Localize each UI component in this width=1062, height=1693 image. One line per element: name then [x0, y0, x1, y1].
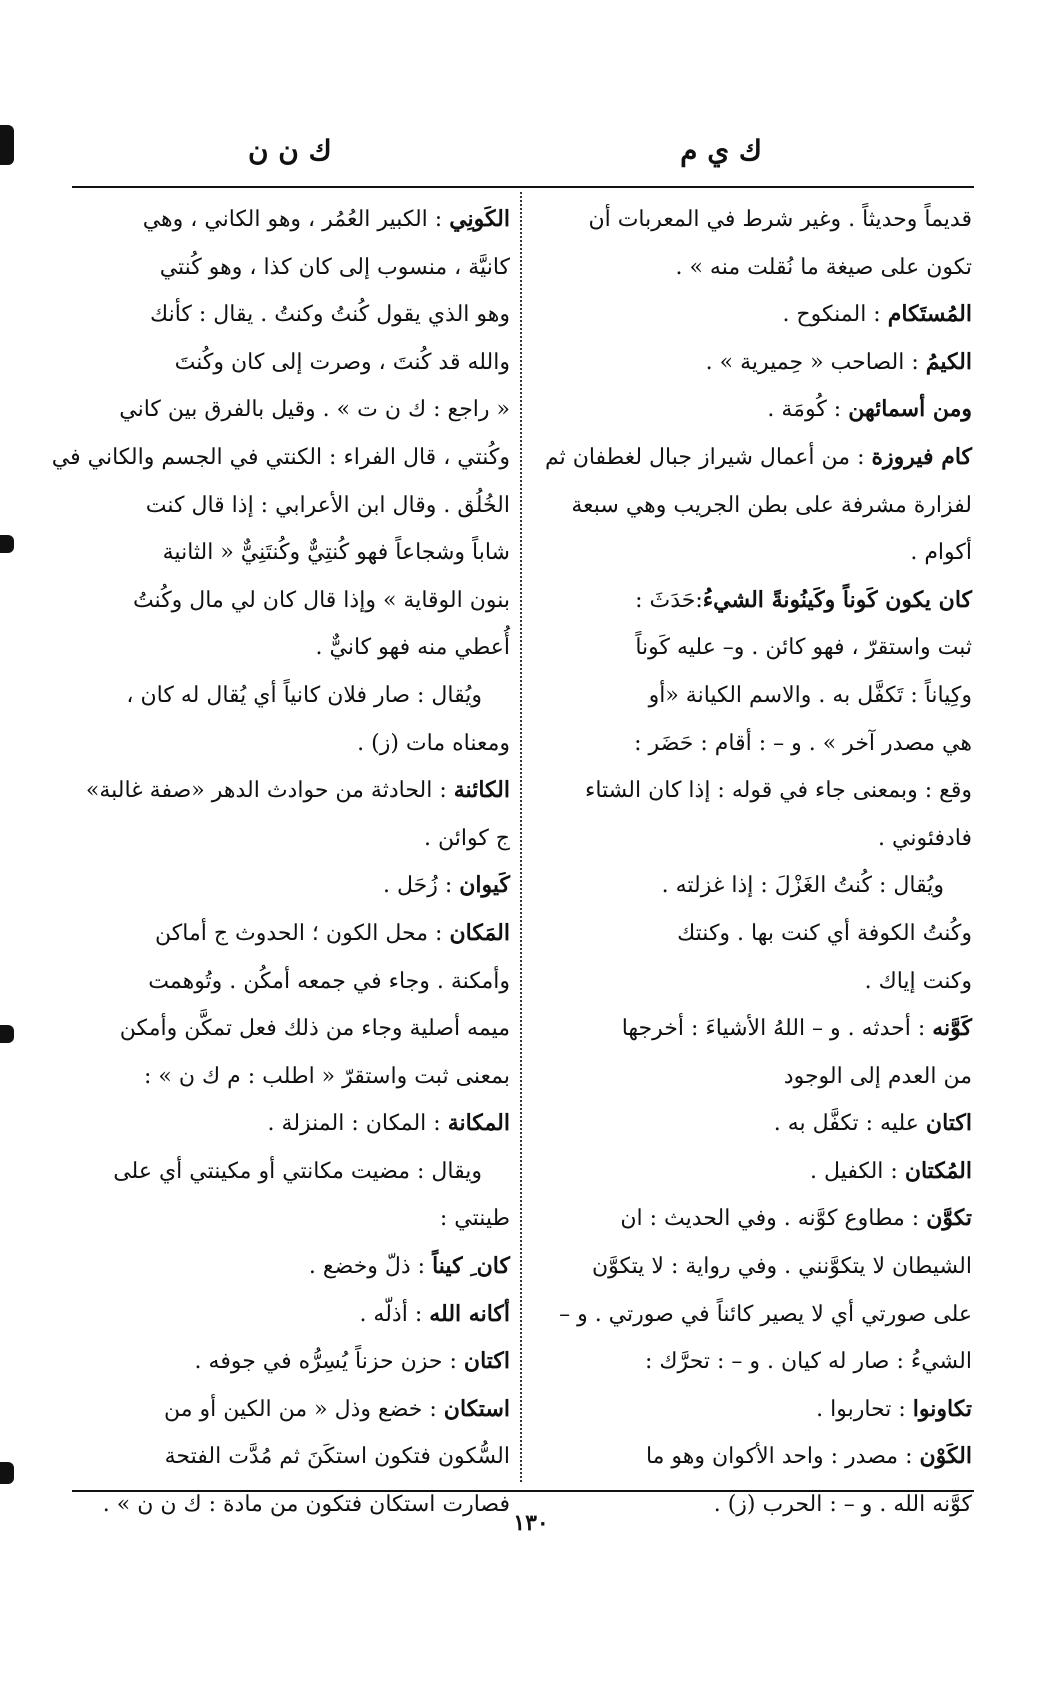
dictionary-entry-line [532, 577, 972, 625]
text-line: من العدم إلى الوجود [783, 1063, 972, 1089]
definition-text: : كُومَة . [767, 397, 849, 423]
scan-edge-mark [0, 535, 14, 553]
headword: كَيوان [459, 872, 510, 899]
scan-edge-mark [0, 1462, 14, 1484]
text-line: طينتي : [439, 1206, 510, 1232]
definition-text: : محل الكون ؛ الحدوث ج أماكن [155, 920, 450, 946]
dictionary-entry-line [532, 434, 972, 482]
headword: المُستَكام [887, 301, 972, 328]
headword: اكتان [925, 1110, 972, 1137]
dictionary-entry-line [532, 1005, 972, 1053]
text-line: ميمه أصلية وجاء من ذلك فعل تمكَّن وأمكن [119, 1016, 510, 1042]
scan-edge-mark [0, 1025, 14, 1043]
dictionary-entry-line [74, 1243, 510, 1291]
headword: المَكان [449, 919, 510, 946]
definition-text: : من أعمال شيراز جبال لغطفان ثم [544, 444, 872, 470]
text-line: ومعناه مات (ز) . [357, 730, 510, 756]
text-line: والله قد كُنتَ ، وصرت إلى كان وكُنتَ [174, 349, 510, 375]
headword: تكوَّن [926, 1205, 972, 1232]
dictionary-entry-line [532, 339, 972, 387]
right-text-column [532, 196, 972, 1518]
text-line: ثبت واستقرّ ، فهو كائن . و– عليه كَوناً [635, 635, 972, 661]
dictionary-entry-line [74, 1100, 510, 1148]
dictionary-entry-line [74, 862, 510, 910]
dictionary-entry-line [74, 196, 510, 244]
subentry-line: ويُقال : صار فلان كانياً أي يُقال له كان ، [126, 682, 482, 708]
column-divider [520, 192, 522, 1482]
dictionary-entry-line [74, 1291, 510, 1339]
text-line: قديماً وحديثاً . وغير شرط في المعربات أن [588, 207, 972, 232]
text-line: الشيءُ : صار له كيان . و – : تحرَّك : [645, 1349, 972, 1375]
text-line: فصارت استكان فتكون من مادة : ك ن ن » . [102, 1492, 510, 1518]
definition-text: : مصدر : واحد الأكوان وهو ما [645, 1444, 920, 1470]
text-line: كوَّنه الله . و – : الحرب (ز) . [713, 1492, 972, 1518]
definition-text: عليه : تكفَّل به . [773, 1111, 926, 1137]
headword: المكانة [447, 1110, 510, 1137]
headword: الكيمُ [925, 348, 972, 375]
dictionary-entry-line [532, 386, 972, 434]
text-line: لفزارة مشرفة على بطن الجريب وهي سبعة [571, 492, 972, 518]
text-line: وكِياناً : تَكفَّل به . والاسم الكيانة «أو [648, 682, 972, 708]
text-line: بمعنى ثبت واستقرّ « اطلب : م ك ن » : [144, 1063, 510, 1089]
top-rule [72, 186, 974, 188]
definition-text: : الكبير العُمُر ، وهو الكاني ، وهي [142, 207, 450, 232]
definition-text: : أذلّه . [359, 1301, 430, 1327]
headword: ومن أسمائهن [848, 396, 972, 423]
headword: اكتان [463, 1348, 510, 1375]
definition-text: : المنكوح . [782, 302, 888, 328]
definition-text: : المكان : المنزلة . [267, 1111, 448, 1137]
text-line: وكُنتي ، قال الفراء : الكنتي في الجسم والكاني في [51, 444, 510, 470]
headword: المُكتان [904, 1157, 972, 1184]
text-line: ج كوائن . [423, 825, 510, 851]
text-line: وكُنتُ الكوفة أي كنت بها . وكنتك [677, 920, 972, 946]
text-line: على صورتي أي لا يصير كائناً في صورتي . و – [559, 1301, 972, 1327]
text-line: أكوام . [910, 540, 972, 566]
dictionary-entry-line [532, 1195, 972, 1243]
dictionary-entry-line [532, 1148, 972, 1196]
definition-text: : ذلّ وخضع . [308, 1254, 433, 1280]
headword: كان ِ كيناً [432, 1253, 510, 1280]
running-head-right: ك ي م [680, 134, 762, 167]
dictionary-entry-line [74, 767, 510, 815]
headword: الكَوْن [919, 1443, 972, 1470]
definition-text: : الحادثة من حوادث الدهر «صفة غالبة» [85, 778, 454, 804]
text-line: وهو الذي يقول كُنتُ وكنتُ . يقال : كأنك [150, 302, 510, 328]
text-line: شاباً وشجاعاً فهو كُنتِيٌّ وكُنتَنِيٌّ « الثانية [162, 540, 510, 566]
text-line: كانيَّة ، منسوب إلى كان كذا ، وهو كُنتي [159, 254, 510, 280]
definition-text: : الكفيل . [810, 1158, 905, 1184]
scan-edge-mark [0, 125, 14, 165]
text-line: الخُلُق . وقال ابن الأعرابي : إذا قال كنت [145, 492, 510, 518]
definition-text: : زُحَل . [382, 873, 460, 899]
text-line: وقع : وبمعنى جاء في قوله : إذا كان الشتاء [584, 778, 972, 804]
headword: كام فيروزة [871, 443, 972, 470]
text-line: « راجع : ك ن ت » . وقيل بالفرق بين كاني [119, 397, 510, 423]
text-line: هي مصدر آخر » . و – : أقام : حَضَر : [634, 730, 972, 756]
definition-text: : خضع وذل « من الكين أو من [164, 1396, 444, 1422]
headword: الكائنة [453, 777, 510, 804]
headword: الكَونِي [449, 206, 510, 232]
left-text-column [51, 196, 510, 1518]
headword: كان يكون كَوناً وكَينُونةً الشيءُ [702, 586, 972, 613]
text-line: الشيطان لا يتكوَّنني . وفي رواية : لا يتكوَّن [592, 1254, 972, 1280]
definition-text: : مطاوع كوَّنه . وفي الحديث : ان [620, 1206, 927, 1232]
bottom-rule [72, 1490, 974, 1492]
dictionary-entry-line [74, 1338, 510, 1386]
text-line: تكون على صيغة ما نُقلت منه » . [675, 254, 972, 280]
headword: كَوَّنه [932, 1015, 972, 1042]
text-line: وكنت إياك . [864, 968, 972, 994]
dictionary-entry-line [532, 291, 972, 339]
text-line: فادفئوني . [878, 825, 972, 851]
text-line: وأمكنة . وجاء في جمعه أمكُن . وتُوهمت [148, 968, 510, 994]
definition-text: : تحاربوا . [816, 1396, 913, 1422]
running-head-left: ك ن ن [248, 134, 332, 167]
headword: أكانه الله [429, 1300, 510, 1327]
page-number: ١٣٠ [513, 1510, 549, 1536]
dictionary-entry-line [532, 1100, 972, 1148]
dictionary-entry-line [532, 1386, 972, 1434]
definition-text: : الصاحب « حِميرية » . [705, 349, 926, 375]
text-line: أُعطي منه فهو كانيٌّ . [315, 635, 510, 661]
text-line: السُّكون فتكون استكَنَ ثم مُدَّت الفتحة [164, 1444, 510, 1470]
text-line: بنون الوقاية » وإذا قال كان لي مال وكُنتُ [132, 587, 510, 613]
definition-text: : حزن حزناً يُسِرُّه في جوفه . [194, 1349, 464, 1375]
dictionary-entry-line [74, 1386, 510, 1434]
dictionary-entry-line [74, 910, 510, 958]
dictionary-entry-line [532, 1433, 972, 1481]
subentry-line: ويقال : مضيت مكانتي أو مكينتي أي على [113, 1158, 482, 1184]
definition-text: :حَدَثَ : [635, 587, 703, 613]
definition-text: : أحدثه . و – اللهُ الأشياءَ : أخرجها [621, 1016, 933, 1042]
headword: تكاونوا [912, 1395, 972, 1422]
subentry-line: ويُقال : كُنتُ الغَزْلَ : إذا غزلته . [661, 873, 944, 899]
headword: استكان [443, 1395, 510, 1422]
